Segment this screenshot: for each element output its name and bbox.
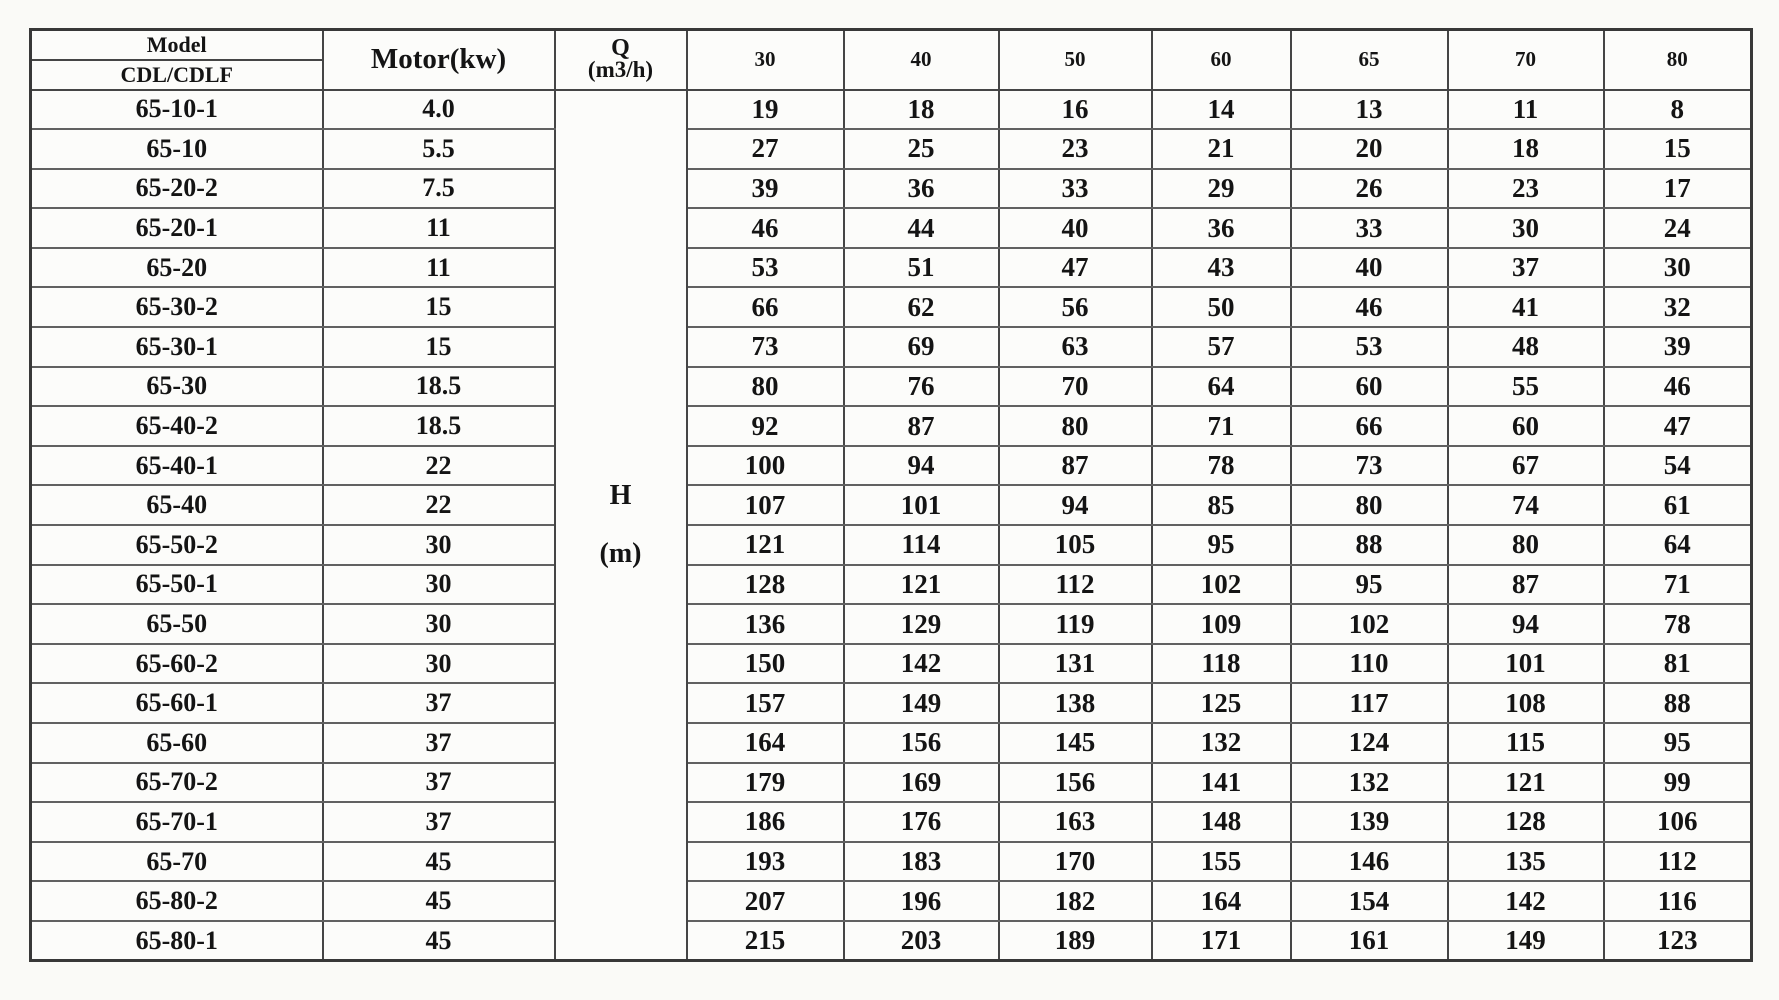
head-value-cell: 128 xyxy=(1448,802,1604,842)
motor-power-cell: 18.5 xyxy=(323,406,555,446)
head-value-cell: 78 xyxy=(1604,604,1752,644)
head-value-cell: 76 xyxy=(844,367,999,407)
head-value-cell: 94 xyxy=(844,446,999,486)
head-value-cell: 46 xyxy=(687,208,844,248)
table-row xyxy=(31,723,1752,763)
model-cell: 65-40 xyxy=(31,485,323,525)
head-value-cell: 60 xyxy=(1448,406,1604,446)
head-value-cell: 94 xyxy=(1448,604,1604,644)
table-row xyxy=(31,525,1752,565)
head-value-cell: 95 xyxy=(1604,723,1752,763)
model-cell: 65-80-2 xyxy=(31,881,323,921)
pump-spec-table xyxy=(29,28,1753,962)
head-value-cell: 109 xyxy=(1152,604,1291,644)
head-value-cell: 37 xyxy=(1448,248,1604,288)
model-cell: 65-50-1 xyxy=(31,565,323,605)
model-cell: 65-50-2 xyxy=(31,525,323,565)
model-cell: 65-20 xyxy=(31,248,323,288)
head-value-cell: 50 xyxy=(1152,287,1291,327)
motor-header-label: Motor(kw) xyxy=(323,30,555,90)
table-header xyxy=(31,30,1752,90)
head-value-cell: 183 xyxy=(844,842,999,882)
motor-power-cell: 37 xyxy=(323,802,555,842)
motor-power-cell: 18.5 xyxy=(323,367,555,407)
head-value-cell: 26 xyxy=(1291,169,1448,209)
head-value-cell: 149 xyxy=(1448,921,1604,961)
model-series-label: CDL/CDLF xyxy=(31,60,323,90)
table-row xyxy=(31,485,1752,525)
motor-power-cell: 45 xyxy=(323,842,555,882)
model-cell: 65-10 xyxy=(31,129,323,169)
head-value-cell: 88 xyxy=(1291,525,1448,565)
head-value-cell: 102 xyxy=(1152,565,1291,605)
head-value-cell: 32 xyxy=(1604,287,1752,327)
head-value-cell: 189 xyxy=(999,921,1152,961)
head-value-cell: 11 xyxy=(1448,90,1604,130)
table-row xyxy=(31,881,1752,921)
head-value-cell: 80 xyxy=(1291,485,1448,525)
table-row xyxy=(31,802,1752,842)
head-value-cell: 203 xyxy=(844,921,999,961)
head-value-cell: 114 xyxy=(844,525,999,565)
table-row xyxy=(31,406,1752,446)
model-cell: 65-70-2 xyxy=(31,763,323,803)
head-value-cell: 196 xyxy=(844,881,999,921)
model-header-label: Model xyxy=(31,30,323,60)
head-value-cell: 24 xyxy=(1604,208,1752,248)
table-row xyxy=(31,565,1752,605)
head-value-cell: 39 xyxy=(687,169,844,209)
motor-power-cell: 4.0 xyxy=(323,90,555,130)
head-value-cell: 46 xyxy=(1604,367,1752,407)
model-cell: 65-30 xyxy=(31,367,323,407)
head-value-cell: 101 xyxy=(844,485,999,525)
head-value-cell: 123 xyxy=(1604,921,1752,961)
head-value-cell: 141 xyxy=(1152,763,1291,803)
head-value-cell: 161 xyxy=(1291,921,1448,961)
head-value-cell: 131 xyxy=(999,644,1152,684)
head-value-cell: 40 xyxy=(1291,248,1448,288)
head-value-cell: 33 xyxy=(1291,208,1448,248)
table-row xyxy=(31,129,1752,169)
head-value-cell: 193 xyxy=(687,842,844,882)
head-value-cell: 17 xyxy=(1604,169,1752,209)
head-value-cell: 132 xyxy=(1152,723,1291,763)
head-value-cell: 149 xyxy=(844,683,999,723)
head-value-cell: 85 xyxy=(1152,485,1291,525)
table-body xyxy=(31,90,1752,961)
head-value-cell: 92 xyxy=(687,406,844,446)
table-row xyxy=(31,90,1752,130)
head-value-cell: 102 xyxy=(1291,604,1448,644)
model-cell: 65-80-1 xyxy=(31,921,323,961)
head-value-cell: 170 xyxy=(999,842,1152,882)
head-value-cell: 25 xyxy=(844,129,999,169)
head-value-cell: 121 xyxy=(687,525,844,565)
head-value-cell: 74 xyxy=(1448,485,1604,525)
header-row-top xyxy=(31,30,1752,60)
motor-power-cell: 11 xyxy=(323,248,555,288)
head-value-cell: 15 xyxy=(1604,129,1752,169)
table-row xyxy=(31,327,1752,367)
head-value-cell: 53 xyxy=(687,248,844,288)
table-row xyxy=(31,683,1752,723)
head-value-cell: 29 xyxy=(1152,169,1291,209)
model-cell: 65-60-2 xyxy=(31,644,323,684)
head-value-cell: 20 xyxy=(1291,129,1448,169)
flow-symbol: Q xyxy=(611,34,630,61)
table-row xyxy=(31,921,1752,961)
head-value-cell: 8 xyxy=(1604,90,1752,130)
head-value-cell: 121 xyxy=(844,565,999,605)
motor-power-cell: 30 xyxy=(323,644,555,684)
model-cell: 65-40-2 xyxy=(31,406,323,446)
model-cell: 65-20-1 xyxy=(31,208,323,248)
flow-column-header: 80 xyxy=(1604,30,1752,90)
head-value-cell: 157 xyxy=(687,683,844,723)
model-cell: 65-40-1 xyxy=(31,446,323,486)
head-value-cell: 18 xyxy=(844,90,999,130)
model-cell: 65-50 xyxy=(31,604,323,644)
table-row xyxy=(31,763,1752,803)
head-value-cell: 47 xyxy=(999,248,1152,288)
flow-header-label xyxy=(555,30,687,90)
head-value-cell: 57 xyxy=(1152,327,1291,367)
head-value-cell: 125 xyxy=(1152,683,1291,723)
table-row xyxy=(31,208,1752,248)
head-value-cell: 18 xyxy=(1448,129,1604,169)
head-value-cell: 118 xyxy=(1152,644,1291,684)
table-row xyxy=(31,604,1752,644)
flow-column-header: 40 xyxy=(844,30,999,90)
head-value-cell: 53 xyxy=(1291,327,1448,367)
head-value-cell: 156 xyxy=(844,723,999,763)
motor-power-cell: 45 xyxy=(323,881,555,921)
head-value-cell: 73 xyxy=(1291,446,1448,486)
head-value-cell: 40 xyxy=(999,208,1152,248)
head-value-cell: 95 xyxy=(1152,525,1291,565)
head-value-cell: 67 xyxy=(1448,446,1604,486)
flow-column-header: 30 xyxy=(687,30,844,90)
head-value-cell: 171 xyxy=(1152,921,1291,961)
model-cell: 65-10-1 xyxy=(31,90,323,130)
head-value-cell: 117 xyxy=(1291,683,1448,723)
head-value-cell: 106 xyxy=(1604,802,1752,842)
head-value-cell: 87 xyxy=(1448,565,1604,605)
head-value-cell: 119 xyxy=(999,604,1152,644)
model-cell: 65-60-1 xyxy=(31,683,323,723)
head-value-cell: 30 xyxy=(1448,208,1604,248)
motor-power-cell: 5.5 xyxy=(323,129,555,169)
head-value-cell: 61 xyxy=(1604,485,1752,525)
head-value-cell: 44 xyxy=(844,208,999,248)
head-value-cell: 13 xyxy=(1291,90,1448,130)
motor-power-cell: 22 xyxy=(323,446,555,486)
head-value-cell: 78 xyxy=(1152,446,1291,486)
head-value-cell: 136 xyxy=(687,604,844,644)
head-value-cell: 88 xyxy=(1604,683,1752,723)
head-value-cell: 87 xyxy=(844,406,999,446)
motor-power-cell: 15 xyxy=(323,287,555,327)
table-row xyxy=(31,644,1752,684)
head-value-cell: 21 xyxy=(1152,129,1291,169)
head-value-cell: 33 xyxy=(999,169,1152,209)
head-value-cell: 124 xyxy=(1291,723,1448,763)
head-unit-cell xyxy=(555,90,687,961)
head-value-cell: 115 xyxy=(1448,723,1604,763)
head-value-cell: 43 xyxy=(1152,248,1291,288)
head-value-cell: 182 xyxy=(999,881,1152,921)
head-value-cell: 128 xyxy=(687,565,844,605)
head-value-cell: 95 xyxy=(1291,565,1448,605)
head-value-cell: 23 xyxy=(1448,169,1604,209)
head-value-cell: 110 xyxy=(1291,644,1448,684)
head-value-cell: 73 xyxy=(687,327,844,367)
head-symbol: H xyxy=(609,479,632,511)
head-value-cell: 80 xyxy=(999,406,1152,446)
head-value-cell: 16 xyxy=(999,90,1152,130)
head-value-cell: 207 xyxy=(687,881,844,921)
head-value-cell: 39 xyxy=(1604,327,1752,367)
motor-power-cell: 30 xyxy=(323,525,555,565)
head-value-cell: 87 xyxy=(999,446,1152,486)
head-value-cell: 146 xyxy=(1291,842,1448,882)
head-value-cell: 36 xyxy=(1152,208,1291,248)
head-value-cell: 71 xyxy=(1604,565,1752,605)
head-value-cell: 60 xyxy=(1291,367,1448,407)
head-value-cell: 51 xyxy=(844,248,999,288)
head-value-cell: 100 xyxy=(687,446,844,486)
table-row xyxy=(31,446,1752,486)
head-value-cell: 80 xyxy=(687,367,844,407)
table-row xyxy=(31,248,1752,288)
motor-power-cell: 30 xyxy=(323,565,555,605)
head-value-cell: 164 xyxy=(687,723,844,763)
head-value-cell: 176 xyxy=(844,802,999,842)
head-value-cell: 101 xyxy=(1448,644,1604,684)
table-row xyxy=(31,842,1752,882)
head-value-cell: 47 xyxy=(1604,406,1752,446)
head-value-cell: 64 xyxy=(1152,367,1291,407)
head-value-cell: 215 xyxy=(687,921,844,961)
head-value-cell: 169 xyxy=(844,763,999,803)
flow-column-header: 70 xyxy=(1448,30,1604,90)
flow-column-header: 65 xyxy=(1291,30,1448,90)
model-cell: 65-20-2 xyxy=(31,169,323,209)
motor-power-cell: 15 xyxy=(323,327,555,367)
motor-power-cell: 37 xyxy=(323,763,555,803)
head-unit: (m) xyxy=(599,537,642,569)
head-value-cell: 70 xyxy=(999,367,1152,407)
model-cell: 65-30-2 xyxy=(31,287,323,327)
motor-power-cell: 11 xyxy=(323,208,555,248)
head-value-cell: 116 xyxy=(1604,881,1752,921)
head-value-cell: 132 xyxy=(1291,763,1448,803)
model-cell: 65-70-1 xyxy=(31,802,323,842)
head-value-cell: 64 xyxy=(1604,525,1752,565)
head-value-cell: 139 xyxy=(1291,802,1448,842)
model-cell: 65-60 xyxy=(31,723,323,763)
motor-power-cell: 37 xyxy=(323,683,555,723)
head-value-cell: 154 xyxy=(1291,881,1448,921)
head-value-cell: 186 xyxy=(687,802,844,842)
head-value-cell: 54 xyxy=(1604,446,1752,486)
head-value-cell: 14 xyxy=(1152,90,1291,130)
motor-power-cell: 7.5 xyxy=(323,169,555,209)
head-value-cell: 41 xyxy=(1448,287,1604,327)
head-value-cell: 63 xyxy=(999,327,1152,367)
head-value-cell: 62 xyxy=(844,287,999,327)
head-value-cell: 66 xyxy=(1291,406,1448,446)
head-value-cell: 112 xyxy=(999,565,1152,605)
head-value-cell: 56 xyxy=(999,287,1152,327)
head-value-cell: 27 xyxy=(687,129,844,169)
head-value-cell: 112 xyxy=(1604,842,1752,882)
head-value-cell: 23 xyxy=(999,129,1152,169)
head-value-cell: 155 xyxy=(1152,842,1291,882)
head-value-cell: 107 xyxy=(687,485,844,525)
head-value-cell: 66 xyxy=(687,287,844,327)
model-cell: 65-30-1 xyxy=(31,327,323,367)
motor-power-cell: 22 xyxy=(323,485,555,525)
motor-power-cell: 45 xyxy=(323,921,555,961)
head-value-cell: 108 xyxy=(1448,683,1604,723)
flow-unit: (m3/h) xyxy=(587,56,654,82)
table-row xyxy=(31,367,1752,407)
head-value-cell: 94 xyxy=(999,485,1152,525)
model-cell: 65-70 xyxy=(31,842,323,882)
head-value-cell: 48 xyxy=(1448,327,1604,367)
head-value-cell: 81 xyxy=(1604,644,1752,684)
motor-power-cell: 37 xyxy=(323,723,555,763)
head-value-cell: 69 xyxy=(844,327,999,367)
head-value-cell: 129 xyxy=(844,604,999,644)
head-value-cell: 99 xyxy=(1604,763,1752,803)
head-value-cell: 156 xyxy=(999,763,1152,803)
motor-power-cell: 30 xyxy=(323,604,555,644)
head-value-cell: 105 xyxy=(999,525,1152,565)
head-value-cell: 30 xyxy=(1604,248,1752,288)
head-value-cell: 135 xyxy=(1448,842,1604,882)
head-value-cell: 121 xyxy=(1448,763,1604,803)
head-value-cell: 138 xyxy=(999,683,1152,723)
head-value-cell: 145 xyxy=(999,723,1152,763)
head-value-cell: 142 xyxy=(844,644,999,684)
head-value-cell: 163 xyxy=(999,802,1152,842)
head-value-cell: 19 xyxy=(687,90,844,130)
head-value-cell: 46 xyxy=(1291,287,1448,327)
flow-column-header: 60 xyxy=(1152,30,1291,90)
head-value-cell: 80 xyxy=(1448,525,1604,565)
head-value-cell: 179 xyxy=(687,763,844,803)
head-value-cell: 142 xyxy=(1448,881,1604,921)
head-value-cell: 36 xyxy=(844,169,999,209)
table-row xyxy=(31,169,1752,209)
head-value-cell: 55 xyxy=(1448,367,1604,407)
head-value-cell: 164 xyxy=(1152,881,1291,921)
table-row xyxy=(31,287,1752,327)
head-value-cell: 150 xyxy=(687,644,844,684)
head-value-cell: 148 xyxy=(1152,802,1291,842)
flow-column-header: 50 xyxy=(999,30,1152,90)
head-value-cell: 71 xyxy=(1152,406,1291,446)
